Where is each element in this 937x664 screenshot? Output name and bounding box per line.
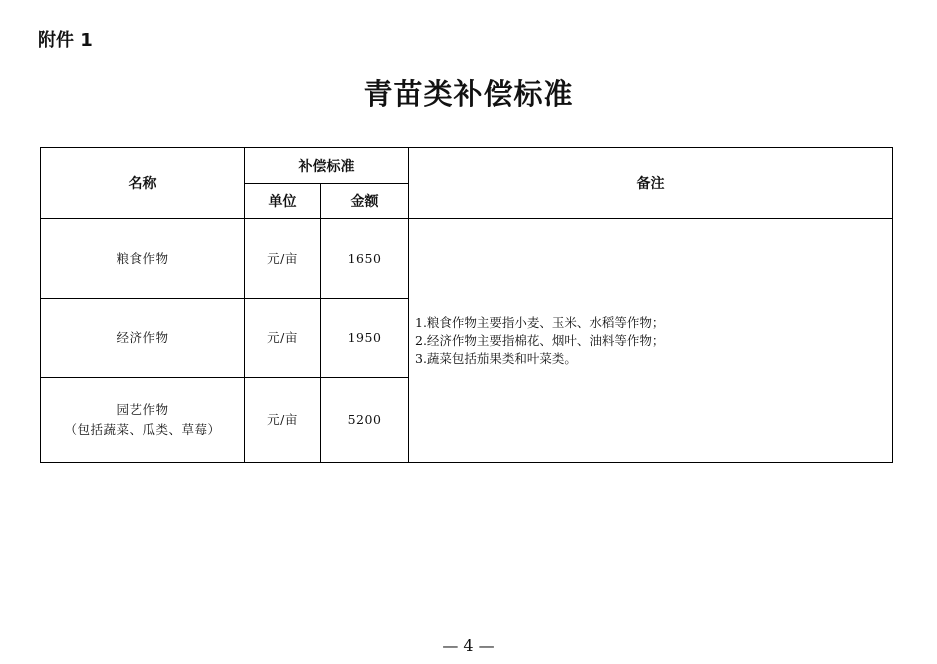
row-amount: 1950	[321, 299, 409, 378]
row-name	[41, 299, 245, 378]
crop-name-note: （包括蔬菜、瓜类、草莓）	[64, 422, 221, 437]
crop-name: 粮食作物	[116, 250, 169, 266]
row-unit: 元/亩	[245, 299, 321, 378]
attachment-label: 附件 1	[38, 30, 93, 51]
remark-line: 2.经济作物主要指棉花、烟叶、油料等作物；	[415, 332, 665, 348]
document-title: 青苗类补偿标准	[363, 77, 574, 111]
row-unit: 元/亩	[245, 378, 321, 463]
row-amount: 1650	[321, 219, 409, 299]
remarks-cell	[409, 219, 893, 463]
crop-name: 园艺作物	[116, 402, 169, 417]
header-amount: 金额	[321, 184, 409, 219]
remark-line: 3.蔬菜包括茄果类和叶菜类。	[415, 350, 577, 366]
header-row	[41, 148, 893, 184]
row-unit: 元/亩	[245, 219, 321, 299]
row-amount: 5200	[321, 378, 409, 463]
compensation-table	[40, 147, 893, 463]
row-name	[41, 219, 245, 299]
header-remarks: 备注	[409, 148, 893, 219]
table-row	[41, 219, 893, 299]
page-number: — 4 —	[442, 636, 495, 655]
remark-line: 1.粮食作物主要指小麦、玉米、水稻等作物；	[415, 314, 665, 330]
header-standard: 补偿标准	[245, 148, 409, 184]
header-unit: 单位	[245, 184, 321, 219]
row-name	[41, 378, 245, 463]
header-name: 名称	[41, 148, 245, 219]
crop-name: 经济作物	[116, 330, 169, 345]
